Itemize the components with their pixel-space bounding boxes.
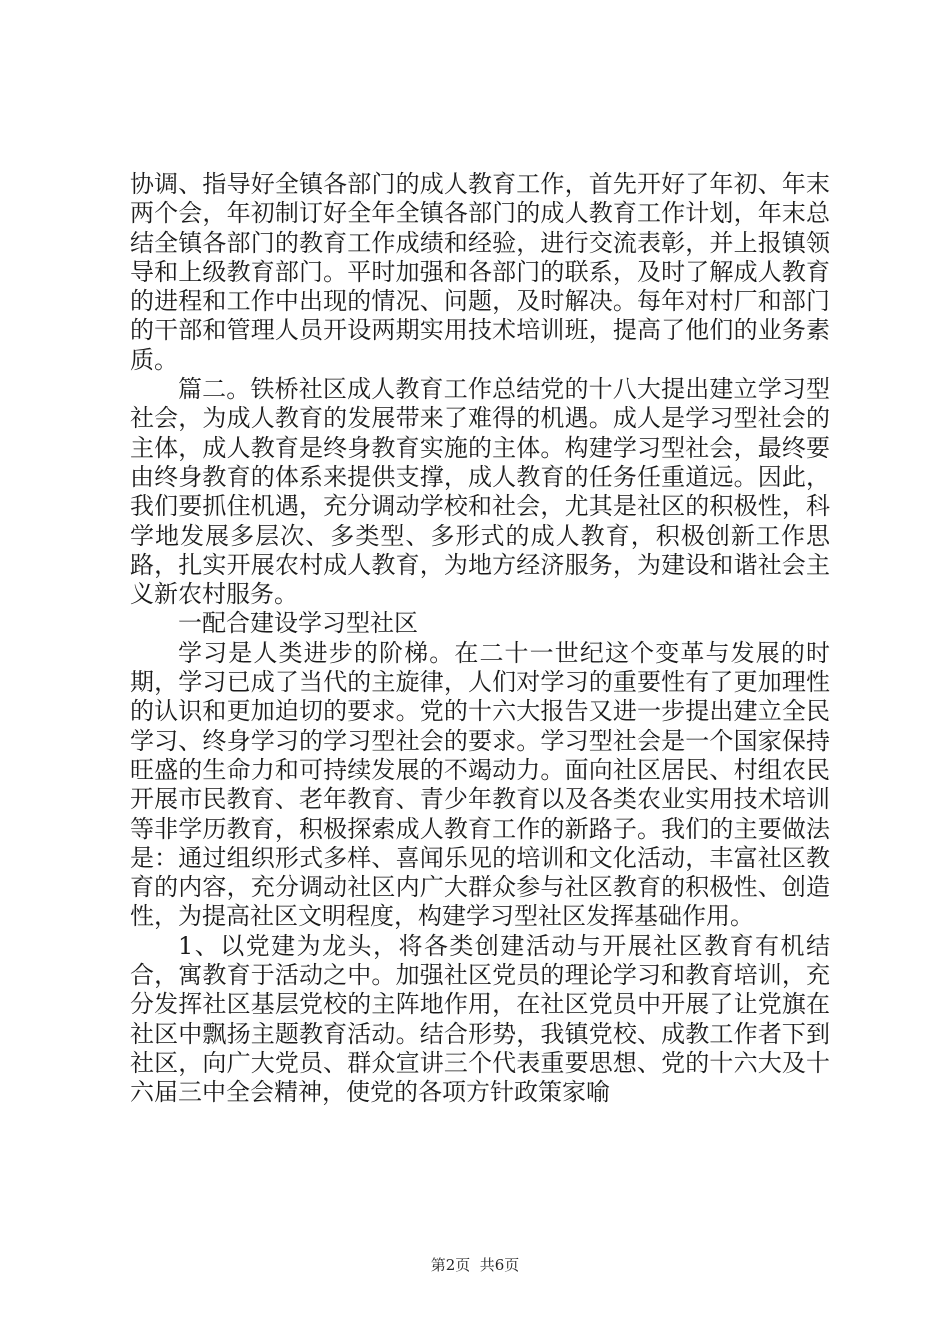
paragraph-continuation: 协调、指导好全镇各部门的成人教育工作，首先开好了年初、年末两个会，年初制订好全年全镇各部门的成人教育工作计划，年末总结全镇各部门的教育工作成绩和经验，进行交流表彰，并上报镇领导和上级教育部门。平时加强和各部门的联系，及时了解成人教育的进程和工作中出现的情况、问题，及时解决。每年对村厂和部门的干部和管理人员开设两期实用技术培训班，提高了他们的业务素质。 [130,170,830,374]
section-heading: 一配合建设学习型社区 [178,609,418,638]
paragraph-learning: 学习是人类进步的阶梯。在二十一世纪这个变革与发展的时期，学习已成了当代的主旋律，人们对学习的重要性有了更加理性的认识和更加迫切的要求。党的十六大报告又进一步提出建立全民学习、终身学习的学习型社会的要求。学习型社会是一个国家保持旺盛的生命力和可持续发展的不竭动力。面向社区居民、村组农民开展市民教育、老年教育、青少年教育以及各类农业实用技术培训等非学历教育，积极探索成人教育工作的新路子。我们的主要做法是：通过组织形式多样、喜闻乐见的培训和文化活动，丰富社区教育的内容，充分调动社区内广大群众参与社区教育的积极性、创造性，为提高社区文明程度，构建学习型社区发挥基础作用。 [130,638,830,931]
page-footer [0,1254,950,1275]
document-body [130,170,830,1108]
page-number: 第2页 共6页 [430,1256,520,1274]
paragraph-item-one: 1、以党建为龙头，将各类创建活动与开展社区教育有机结合，寓教育于活动之中。加强社区党员的理论学习和教育培训，充分发挥社区基层党校的主阵地作用，在社区党员中开展了让党旗在社区中飘扬主题教育活动。结合形势，我镇党校、成教工作者下到社区，向广大党员、群众宣讲三个代表重要思想、党的十六大及十六届三中全会精神，使党的各项方针政策家喻 [130,931,830,1107]
paragraph-section-two-intro: 篇二。铁桥社区成人教育工作总结党的十八大提出建立学习型社会，为成人教育的发展带来了难得的机遇。成人是学习型社会的主体，成人教育是终身教育实施的主体。构建学习型社会，最终要由终身教育的体系来提供支撑，成人教育的任务任重道远。因此，我们要抓住机遇，充分调动学校和社会，尤其是社区的积极性，科学地发展多层次、多类型、多形式的成人教育，积极创新工作思路，扎实开展农村成人教育，为地方经济服务，为建设和谐社会主义新农村服务。 [130,375,830,609]
